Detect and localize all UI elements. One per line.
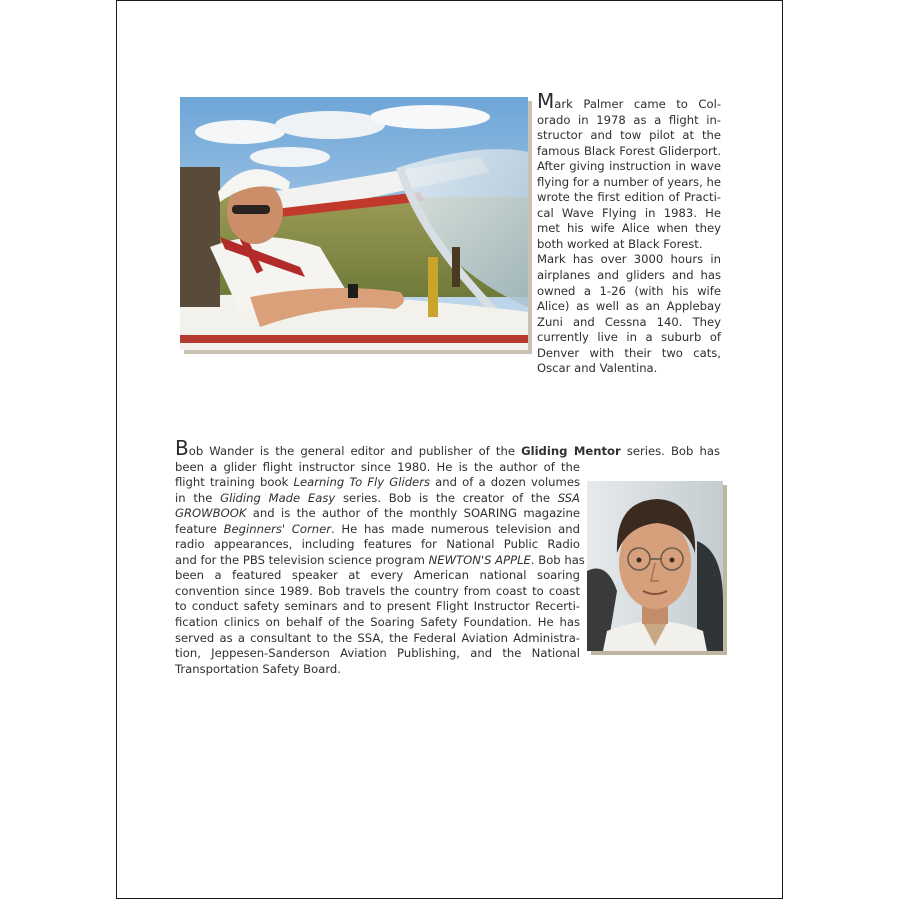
feature-title-beginners-corner: Beginners' Corner	[223, 521, 331, 536]
bob-line-14: tion, Jeppesen-Sanderson Aviation Publishing, and the National	[175, 646, 580, 661]
bob-line-4c: series. Bob is the creator of the	[335, 490, 558, 505]
bob-line-10: convention since 1989. Bob travels the country from coast to coast	[175, 583, 580, 598]
mark-dropcap: M	[537, 89, 555, 113]
mark-line-17: Denver with their two cats,	[537, 345, 721, 360]
mark-line-16: currently live in a suburb of	[537, 330, 721, 345]
mark-line-13: owned a 1-26 (with his wife	[537, 283, 721, 298]
mark-line-4: famous Black Forest Gliderport.	[537, 143, 721, 158]
bob-line-6c: . He has made numerous television and	[331, 521, 580, 536]
bob-line-3a: flight training book	[175, 475, 294, 490]
bob-line-2: been a glider flight instructor since 1980. He is the author of the	[175, 459, 580, 474]
mark-line-18: Oscar and Valentina.	[537, 361, 658, 376]
mark-line-11: Mark has over 3000 hours in	[537, 252, 721, 267]
mark-line-5: After giving instruction in wave	[537, 159, 721, 174]
bob-line-1c: series. Bob has	[620, 444, 720, 458]
book-title-ssa-growbook: GROWBOOK	[175, 506, 247, 521]
bob-line-1a: ob Wander is the general editor and publisher of the	[188, 444, 522, 458]
mark-palmer-paragraph	[537, 89, 721, 377]
mark-line-3: structor and tow pilot at the	[537, 128, 721, 143]
page	[116, 0, 783, 899]
glider-cockpit-illustration	[180, 97, 528, 350]
bob-line-11: to conduct safety seminars and to present Flight Instructor Recerti-	[175, 599, 580, 614]
mark-line-10: both worked at Black Forest.	[537, 236, 703, 251]
bob-line-9: been a featured speaker at every American national soaring	[175, 568, 580, 583]
mark-line-12: airplanes and gliders and has	[537, 268, 721, 283]
mark-line-2: orado in 1978 as a flight in-	[537, 112, 721, 127]
gliding-mentor-series-name: Gliding Mentor	[521, 444, 621, 458]
mark-line-1: ark Palmer came to Col-	[554, 97, 721, 111]
bob-line-7: radio appearances, including features for National Public Radio	[175, 537, 580, 552]
mark-palmer-bio	[537, 89, 721, 377]
bob-line-15: Transportation Safety Board.	[175, 661, 341, 676]
bob-line-3c: and of a dozen volumes	[430, 475, 580, 490]
pilot-in-glider-photo	[180, 97, 528, 350]
mark-line-9: met his wife Alice when they	[537, 221, 721, 236]
mark-line-6: flying for a number of years, he	[537, 174, 721, 189]
series-title-gliding-made-easy: Gliding Made Easy	[220, 490, 336, 505]
mark-line-7: wrote the first edition of Practi-	[537, 190, 721, 205]
mark-line-8: cal Wave Flying in 1983. He	[537, 205, 721, 220]
bob-line-4d: SSA	[557, 490, 580, 505]
bob-line-8: and for the PBS television science program	[175, 552, 429, 567]
program-title-newtons-apple: NEWTON'S APPLE	[428, 552, 531, 567]
mark-line-15: Zuni and Cessna 140. They	[537, 314, 721, 329]
book-title-learning-to-fly-gliders: Learning To Fly Gliders	[293, 475, 430, 490]
bob-line-4a: in the	[175, 490, 221, 505]
bob-line-6a: feature	[175, 521, 224, 536]
bob-line-5b: and is the author of the monthly SOARING magazine	[246, 506, 580, 521]
bob-line-8c: . Bob has	[530, 552, 585, 567]
mark-line-14: Alice) as well as an Applebay	[537, 299, 721, 314]
bob-wander-bio	[175, 436, 720, 677]
bob-line-13: served as a consultant to the SSA, the Federal Aviation Administra-	[175, 630, 580, 645]
bob-line-12: fication clinics on behalf of the Soaring Safety Foundation. He has	[175, 615, 580, 630]
bob-dropcap: B	[175, 436, 189, 460]
